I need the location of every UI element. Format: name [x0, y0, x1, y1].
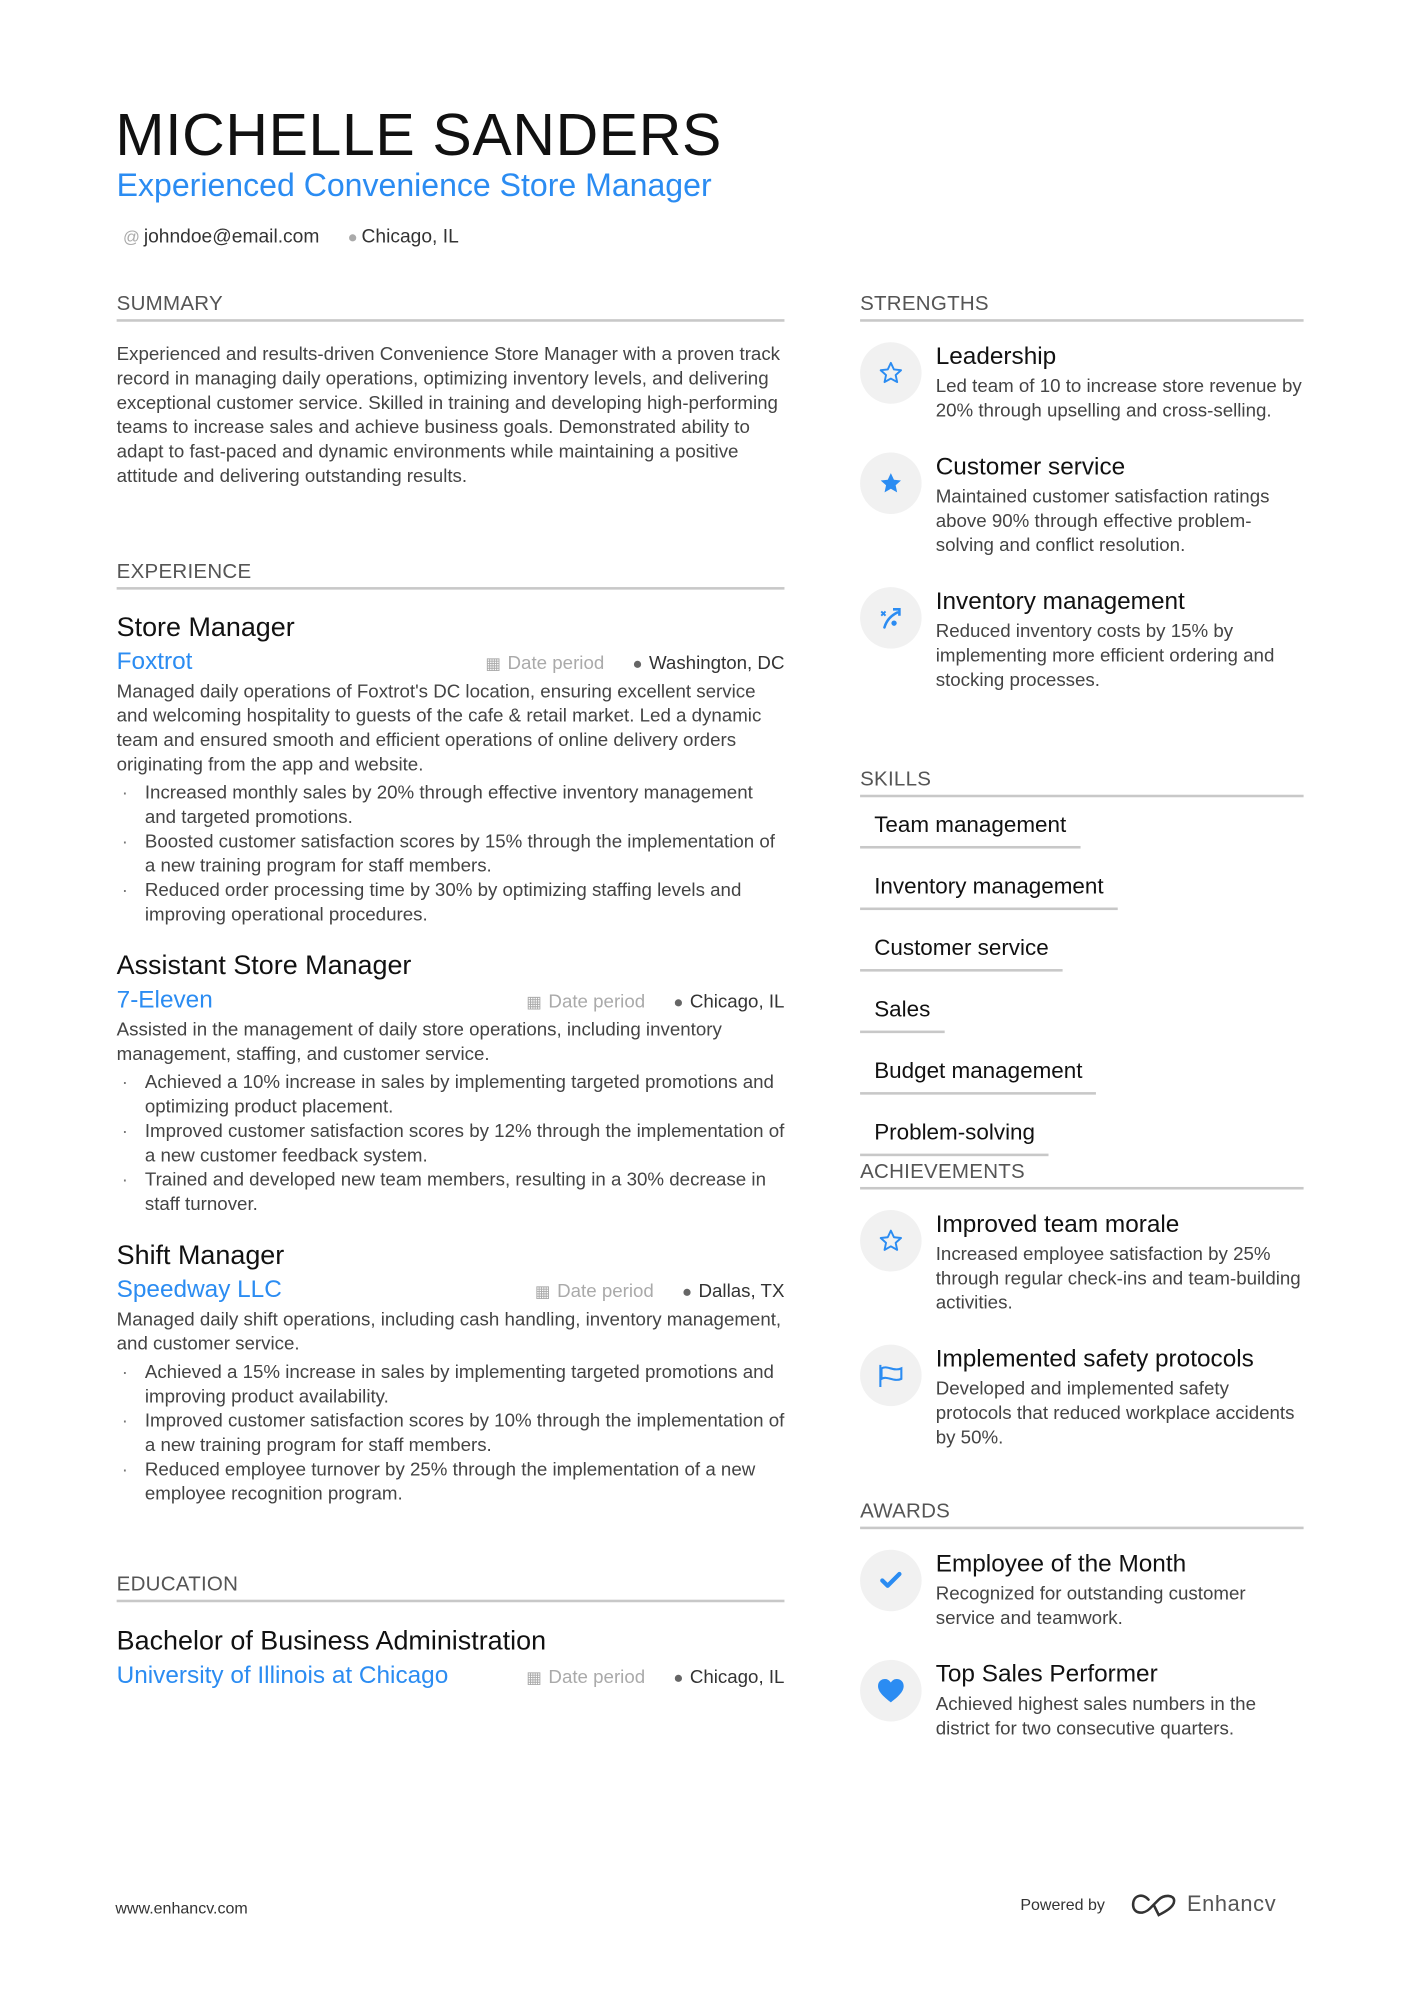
bullet-item: · Achieved a 10% increase in sales by implementing targeted promotions and optimizing product placement. [117, 1072, 785, 1121]
date-period: ▦ Date period [485, 653, 605, 675]
route-icon [860, 587, 922, 649]
strengths-item [860, 452, 1304, 558]
item-title: Top Sales Performer [935, 1661, 1158, 1689]
bullet-item: · Boosted customer satisfaction scores by 15% through the implementation of a new training program for staff members. [117, 831, 785, 880]
job-title: Store Manager [116, 612, 295, 643]
awards-item [860, 1660, 1304, 1742]
powered-by-text: Powered by [1020, 1895, 1105, 1914]
website-link[interactable]: www.enhancv.com [115, 1899, 248, 1918]
job-description: Assisted in the management of daily store operations, including inventory management, staffing, and customer service. [116, 1020, 722, 1066]
strengths-section [860, 294, 1304, 694]
location-pin-icon: ● [347, 226, 358, 247]
job-bullets [117, 1361, 785, 1507]
flag-icon [860, 1345, 922, 1407]
job-title: Shift Manager [116, 1240, 285, 1271]
item-title: Improved team morale [935, 1211, 1180, 1239]
summary-section [117, 294, 785, 490]
enhancv-logo-icon [1131, 1892, 1180, 1918]
strengths-item [860, 342, 1304, 424]
star-outline-icon [860, 1210, 922, 1272]
location-pin-icon: ● [673, 1667, 684, 1687]
job-title: Assistant Store Manager [116, 951, 412, 981]
calendar-icon: ▦ [534, 1281, 551, 1302]
skill-tag: Inventory management [860, 872, 1118, 910]
education-section [117, 1574, 785, 1691]
skill-tag: Team management [860, 810, 1080, 848]
job-bullets [117, 1072, 785, 1218]
item-title: Leadership [935, 343, 1057, 371]
contact-info [123, 226, 459, 248]
bullet-item: · Trained and developed new team members, resulting in a 30% decrease in staff turnover. [117, 1169, 785, 1218]
star-outline-icon [860, 342, 922, 404]
location: ● Chicago, IL [673, 992, 785, 1013]
item-description: Reduced inventory costs by 15% by implementing more efficient ordering and stocking processes. [935, 621, 1275, 691]
section-heading: SKILLS [860, 769, 1304, 797]
skill-tag: Customer service [860, 933, 1063, 971]
email [123, 226, 319, 248]
calendar-icon: ▦ [526, 1667, 543, 1687]
bullet-item: · Reduced order processing time by 30% by optimizing staffing levels and improving operational procedures. [117, 879, 785, 928]
item-title: Implemented safety protocols [935, 1345, 1254, 1373]
bullet-item: · Increased monthly sales by 20% through effective inventory management and targeted promotions. [117, 782, 785, 831]
section-heading: SUMMARY [117, 294, 785, 322]
section-heading: ACHIEVEMENTS [860, 1161, 1304, 1189]
skill-tag: Problem-solving [860, 1118, 1049, 1156]
awards-section [860, 1501, 1304, 1742]
degree: Bachelor of Business Administration [116, 1626, 547, 1657]
date-period: ▦ Date period [534, 1281, 654, 1303]
at-icon: @ [123, 226, 140, 247]
skill-tag: Budget management [860, 1056, 1096, 1094]
location-pin-icon: ● [632, 653, 643, 673]
company-name: Speedway LLC [116, 1276, 282, 1304]
section-heading: EXPERIENCE [117, 561, 785, 589]
date-period: ▦ Date period [526, 1667, 646, 1689]
powered-by [1020, 1892, 1276, 1918]
item-description: Developed and implemented safety protocols that reduced workplace accidents by 50%. [935, 1379, 1295, 1449]
experience-section [117, 561, 785, 1507]
location-pin-icon: ● [682, 1281, 693, 1302]
heart-icon [860, 1660, 922, 1722]
item-description: Increased employee satisfaction by 25% through regular check-ins and team-building activities. [935, 1244, 1301, 1314]
bullet-item: · Reduced employee turnover by 25% through the implementation of a new employee recognition program. [117, 1459, 785, 1508]
skill-tag: Sales [860, 995, 944, 1033]
achievements-item [860, 1210, 1304, 1316]
candidate-name: MICHELLE SANDERS [115, 101, 722, 168]
summary-text: Experienced and results-driven Convenience Store Manager with a proven track record in managing daily operations, optimizing inventory levels, and delivering exceptional customer service. Skilled in training and developing high-performing teams to increase sales and achieve business goals. Demonstrated ability to adapt to fast-paced and dynamic environments while maintaining a positive attitude and delivering outstanding results. [116, 344, 781, 488]
job-description: Managed daily shift operations, including cash handling, inventory management, and customer service. [116, 1309, 782, 1355]
section-heading: AWARDS [860, 1501, 1304, 1529]
email-text: johndoe@email.com [143, 225, 320, 248]
item-title: Employee of the Month [935, 1550, 1187, 1578]
calendar-icon: ▦ [526, 992, 543, 1012]
item-description: Maintained customer satisfaction ratings above 90% through effective problem-solving and conflict resolution. [935, 487, 1270, 557]
calendar-icon: ▦ [485, 653, 502, 673]
check-icon [860, 1550, 922, 1612]
job-entry [117, 611, 785, 928]
section-heading: STRENGTHS [860, 294, 1304, 322]
school: University of Illinois at Chicago [116, 1662, 449, 1690]
section-heading: EDUCATION [117, 1574, 785, 1602]
job-description: Managed daily operations of Foxtrot's DC location, ensuring excellent service and welcoming hospitality to guests of the cafe & retail market. Led a dynamic team and ensured smooth and efficient operations of online delivery orders originating from the app and website. [116, 681, 762, 776]
item-description: Led team of 10 to increase store revenue by 20% through upselling and cross-selling. [935, 376, 1302, 422]
star-filled-icon [860, 452, 922, 514]
job-bullets [117, 782, 785, 928]
bullet-item: · Achieved a 15% increase in sales by implementing targeted promotions and improving product availability. [117, 1361, 785, 1410]
job-entry [117, 1240, 785, 1508]
date-period: ▦ Date period [526, 992, 646, 1013]
location: ● Chicago, IL [673, 1667, 785, 1689]
candidate-title: Experienced Convenience Store Manager [116, 167, 712, 204]
location-pin-icon: ● [673, 992, 684, 1012]
location [348, 226, 459, 248]
location: ● Washington, DC [632, 653, 785, 675]
strengths-item [860, 587, 1304, 693]
location-text: Chicago, IL [361, 225, 459, 248]
bullet-item: · Improved customer satisfaction scores by 12% through the implementation of a new customer feedback system. [117, 1120, 785, 1169]
awards-item [860, 1550, 1304, 1632]
achievements-item [860, 1345, 1304, 1451]
item-description: Achieved highest sales numbers in the district for two consecutive quarters. [935, 1694, 1257, 1740]
item-description: Recognized for outstanding customer service and teamwork. [935, 1584, 1246, 1630]
company-name: 7-Eleven [116, 986, 213, 1014]
skills-section [860, 769, 1304, 1179]
education-entry [117, 1625, 785, 1690]
bullet-item: · Improved customer satisfaction scores by 10% through the implementation of a new training program for staff members. [117, 1410, 785, 1459]
achievements-section [860, 1161, 1304, 1451]
job-entry [117, 950, 785, 1218]
enhancv-logo-text: Enhancv [1186, 1891, 1277, 1917]
location: ● Dallas, TX [682, 1281, 785, 1303]
company-name: Foxtrot [116, 648, 193, 676]
item-title: Customer service [935, 453, 1126, 481]
item-title: Inventory management [935, 588, 1185, 616]
